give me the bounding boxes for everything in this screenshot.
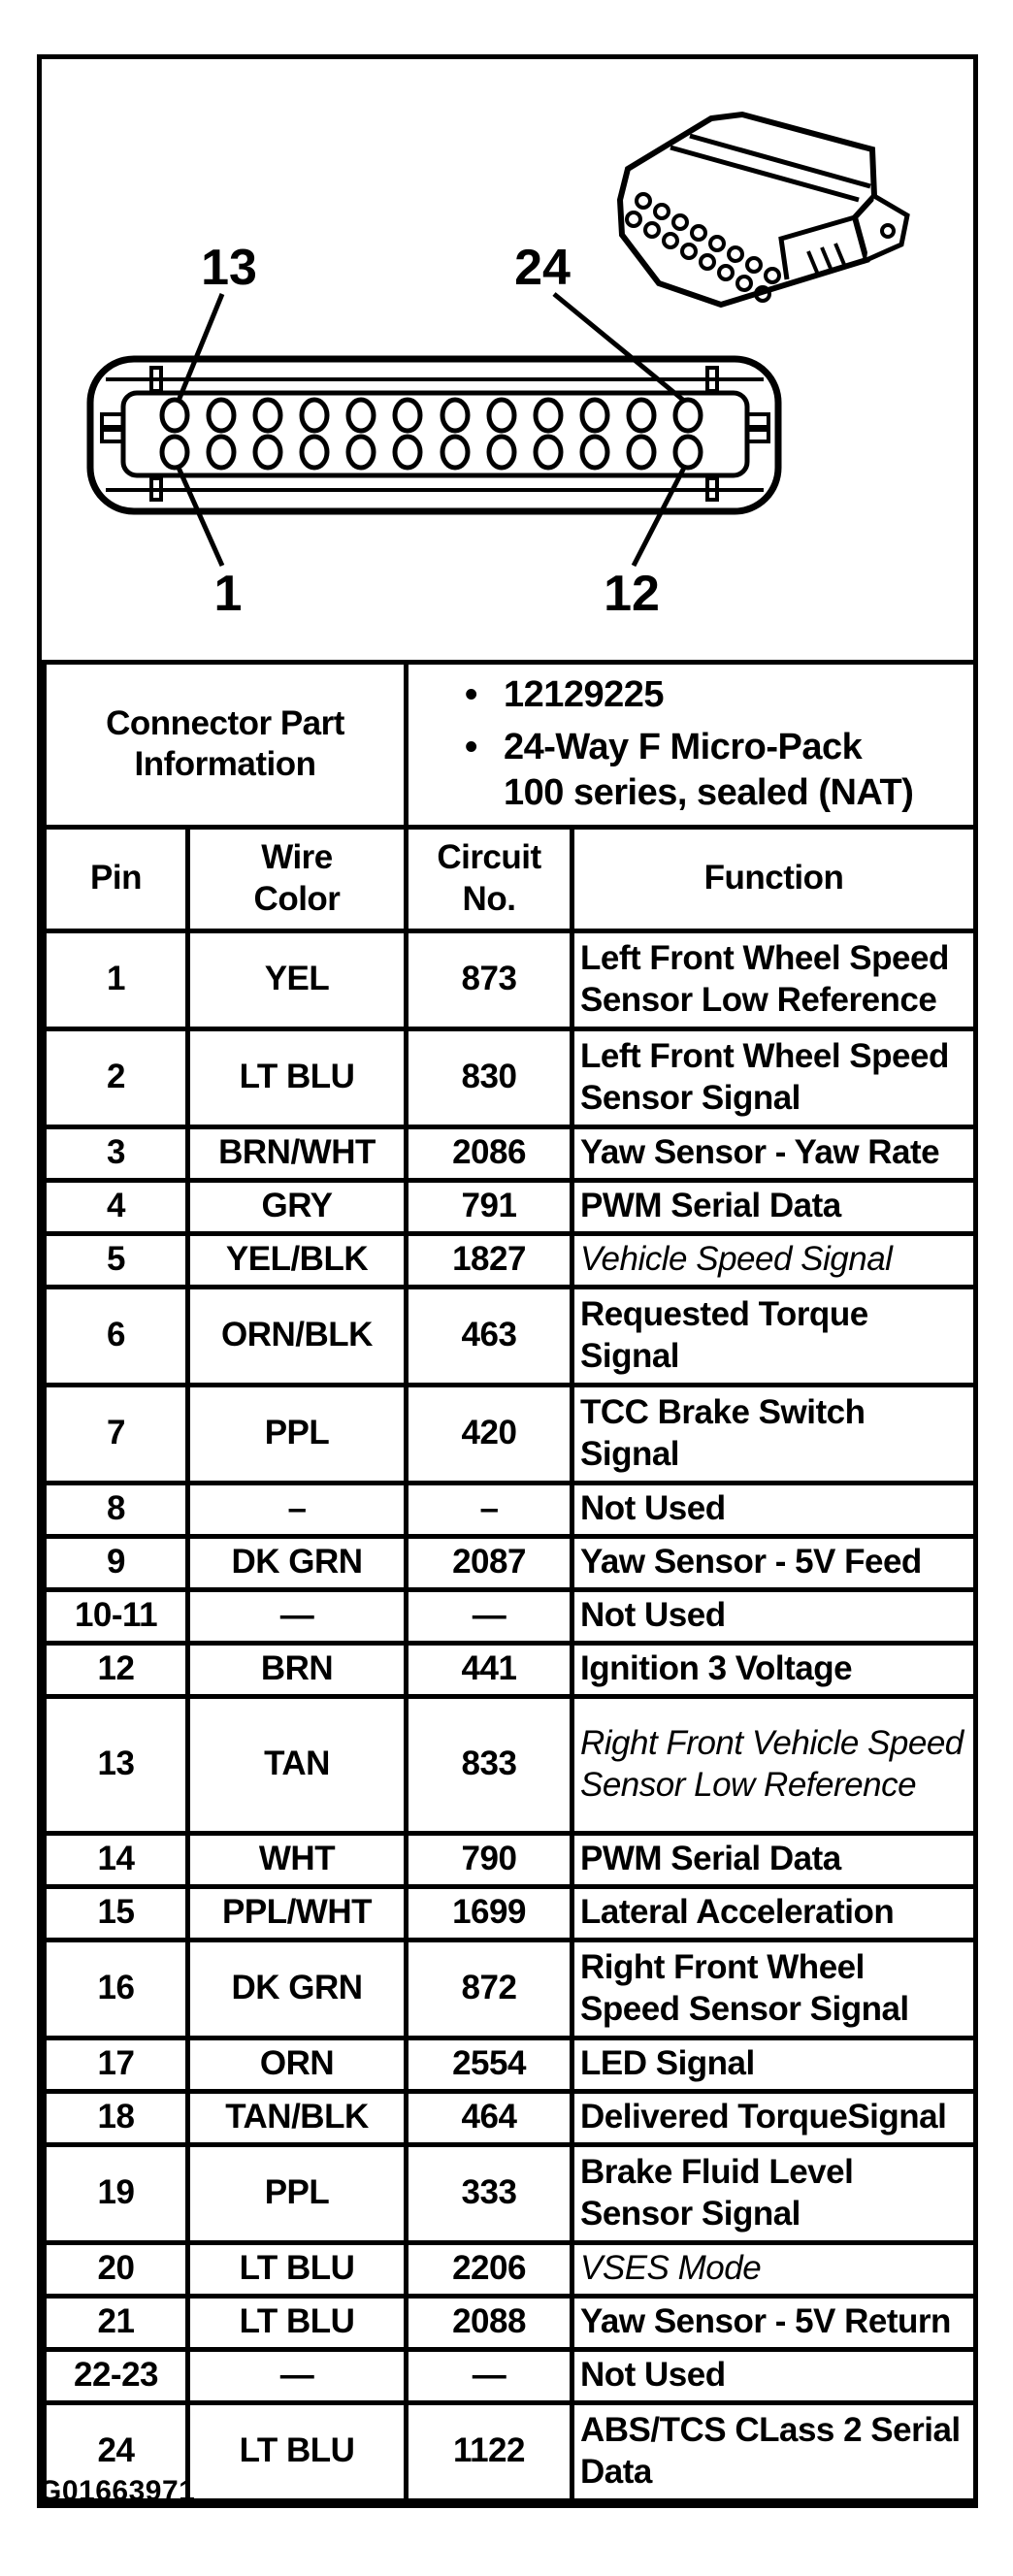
leader-line-pin13 bbox=[179, 294, 222, 401]
circuit-cell: 463 bbox=[407, 1287, 572, 1385]
table-row bbox=[45, 1536, 976, 1589]
circuit-cell: 872 bbox=[407, 1940, 572, 2038]
pin-cell: 7 bbox=[45, 1385, 188, 1483]
pin-hole bbox=[582, 400, 607, 431]
wire-color-cell: BRN bbox=[188, 1643, 407, 1696]
circuit-cell: 2088 bbox=[407, 2296, 572, 2349]
wire-color-cell: BRN/WHT bbox=[188, 1126, 407, 1180]
pin-hole bbox=[675, 400, 701, 431]
function-cell: Ignition 3 Voltage bbox=[572, 1643, 976, 1696]
connector-side-notches bbox=[102, 414, 768, 441]
pin-cell: 5 bbox=[45, 1233, 188, 1287]
bullet-icon: • bbox=[465, 726, 477, 767]
column-header-circuit-no bbox=[407, 827, 572, 930]
table-row bbox=[45, 2349, 976, 2402]
function-cell: ABS/TCS CLass 2 Serial Data bbox=[572, 2402, 976, 2500]
wire-color-cell: YEL bbox=[188, 930, 407, 1028]
function-cell: Yaw Sensor - 5V Feed bbox=[572, 1536, 976, 1589]
table-row bbox=[45, 1180, 976, 1233]
table-row bbox=[45, 1886, 976, 1940]
wire-color-cell: LT BLU bbox=[188, 2242, 407, 2296]
pin-label-1: 1 bbox=[213, 566, 243, 622]
pin-cell: 13 bbox=[45, 1696, 188, 1833]
wire-color-cell: — bbox=[188, 2349, 407, 2402]
table-row bbox=[45, 1696, 976, 1833]
function-cell: Left Front Wheel Speed Sensor Signal bbox=[572, 1028, 976, 1126]
pinout-table bbox=[42, 660, 978, 2503]
wire-color-cell: TAN/BLK bbox=[188, 2091, 407, 2144]
circuit-cell: 2086 bbox=[407, 1126, 572, 1180]
circuit-cell: 2087 bbox=[407, 1536, 572, 1589]
connector-diagram-svg bbox=[42, 59, 973, 660]
circuit-cell: 1827 bbox=[407, 1233, 572, 1287]
table-row bbox=[45, 1589, 976, 1643]
function-cell: Left Front Wheel Speed Sensor Low Reference bbox=[572, 930, 976, 1028]
pin-hole bbox=[302, 400, 327, 431]
function-cell: Not Used bbox=[572, 2349, 976, 2402]
leader-line-pin1 bbox=[179, 468, 222, 566]
pin-hole bbox=[162, 437, 187, 468]
pin-hole bbox=[255, 437, 280, 468]
column-header-wire-color bbox=[188, 827, 407, 930]
wire-color-cell: LT BLU bbox=[188, 1028, 407, 1126]
circuit-cell: 790 bbox=[407, 1833, 572, 1886]
circuit-cell: 2206 bbox=[407, 2242, 572, 2296]
connector-type-line1: 24-Way F Micro-Pack bbox=[504, 726, 863, 767]
table-row bbox=[45, 1483, 976, 1536]
part-info-bullet bbox=[465, 725, 967, 817]
header-wire: Wire bbox=[261, 837, 333, 876]
pin-cell: 3 bbox=[45, 1126, 188, 1180]
table-row bbox=[45, 1940, 976, 2038]
pin-hole bbox=[302, 437, 327, 468]
function-cell: Not Used bbox=[572, 1589, 976, 1643]
function-cell: Delivered TorqueSignal bbox=[572, 2091, 976, 2144]
header-no: No. bbox=[462, 879, 516, 918]
table-row bbox=[45, 2038, 976, 2091]
pin-label-12: 12 bbox=[604, 566, 660, 622]
function-cell: PWM Serial Data bbox=[572, 1833, 976, 1886]
pin-cell: 6 bbox=[45, 1287, 188, 1385]
part-info-bullet-list bbox=[414, 672, 967, 817]
function-cell: Right Front Wheel Speed Sensor Signal bbox=[572, 1940, 976, 2038]
header-color: Color bbox=[253, 879, 341, 918]
table-row bbox=[45, 1126, 976, 1180]
pin-hole bbox=[489, 437, 514, 468]
wire-color-cell: PPL/WHT bbox=[188, 1886, 407, 1940]
pin-leader-lines bbox=[179, 294, 684, 566]
table-row bbox=[45, 1833, 976, 1886]
part-info-row bbox=[45, 663, 976, 828]
pin-cell: 24 bbox=[45, 2402, 188, 2500]
table-row bbox=[45, 2091, 976, 2144]
part-number: 12129225 bbox=[504, 674, 665, 715]
function-cell: Yaw Sensor - Yaw Rate bbox=[572, 1126, 976, 1180]
circuit-cell: 1699 bbox=[407, 1886, 572, 1940]
table-row bbox=[45, 1233, 976, 1287]
table-row bbox=[45, 2144, 976, 2242]
wire-color-cell: WHT bbox=[188, 1833, 407, 1886]
wire-color-cell: DK GRN bbox=[188, 1940, 407, 2038]
wire-color-cell: LT BLU bbox=[188, 2296, 407, 2349]
circuit-cell: – bbox=[407, 1483, 572, 1536]
part-info-bullet bbox=[465, 672, 967, 719]
wire-color-cell: YEL/BLK bbox=[188, 1233, 407, 1287]
wire-color-cell: ORN bbox=[188, 2038, 407, 2091]
circuit-cell: — bbox=[407, 1589, 572, 1643]
circuit-cell: 441 bbox=[407, 1643, 572, 1696]
pin-cell: 19 bbox=[45, 2144, 188, 2242]
pin-hole bbox=[348, 400, 374, 431]
pin-hole bbox=[442, 400, 468, 431]
pin-holes-bottom-row bbox=[162, 437, 701, 468]
pin-label-24: 24 bbox=[514, 240, 571, 296]
pin-cell: 16 bbox=[45, 1940, 188, 2038]
table-row bbox=[45, 1643, 976, 1696]
circuit-cell: 830 bbox=[407, 1028, 572, 1126]
circuit-cell: 833 bbox=[407, 1696, 572, 1833]
table-row bbox=[45, 1028, 976, 1126]
pin-cell: 14 bbox=[45, 1833, 188, 1886]
pin-holes-top-row bbox=[162, 400, 701, 431]
circuit-cell: 2554 bbox=[407, 2038, 572, 2091]
wire-color-cell: GRY bbox=[188, 1180, 407, 1233]
pin-cell: 9 bbox=[45, 1536, 188, 1589]
wire-color-cell: ORN/BLK bbox=[188, 1287, 407, 1385]
table-row bbox=[45, 1385, 976, 1483]
pin-cell: 2 bbox=[45, 1028, 188, 1126]
pin-hole bbox=[489, 400, 514, 431]
function-cell: Requested Torque Signal bbox=[572, 1287, 976, 1385]
pin-hole bbox=[442, 437, 468, 468]
graphic-id-label: G01663971 bbox=[39, 2475, 196, 2507]
function-cell: Brake Fluid Level Sensor Signal bbox=[572, 2144, 976, 2242]
leader-line-pin24 bbox=[554, 294, 684, 401]
connector-diagram bbox=[42, 59, 973, 660]
column-header-function: Function bbox=[572, 827, 976, 930]
pin-cell: 1 bbox=[45, 930, 188, 1028]
pin-hole bbox=[209, 400, 234, 431]
circuit-cell: 1122 bbox=[407, 2402, 572, 2500]
table-row bbox=[45, 2296, 976, 2349]
function-cell: VSES Mode bbox=[572, 2242, 976, 2296]
circuit-cell: — bbox=[407, 2349, 572, 2402]
pin-cell: 22-23 bbox=[45, 2349, 188, 2402]
function-cell: PWM Serial Data bbox=[572, 1180, 976, 1233]
circuit-cell: 791 bbox=[407, 1180, 572, 1233]
leader-line-pin12 bbox=[634, 468, 684, 566]
pin-hole bbox=[629, 437, 654, 468]
bullet-icon: • bbox=[465, 674, 477, 715]
pin-cell: 8 bbox=[45, 1483, 188, 1536]
pin-hole bbox=[209, 437, 234, 468]
connector-type-line2: 100 series, sealed (NAT) bbox=[504, 772, 914, 813]
wire-color-cell: LT BLU bbox=[188, 2402, 407, 2500]
part-info-title: Connector Part Information bbox=[45, 663, 407, 828]
function-cell: TCC Brake Switch Signal bbox=[572, 1385, 976, 1483]
pin-cell: 20 bbox=[45, 2242, 188, 2296]
pin-hole bbox=[255, 400, 280, 431]
pin-cell: 12 bbox=[45, 1643, 188, 1696]
function-cell: Vehicle Speed Signal bbox=[572, 1233, 976, 1287]
wire-color-cell: — bbox=[188, 1589, 407, 1643]
pin-hole bbox=[395, 437, 420, 468]
pin-label-13: 13 bbox=[201, 240, 257, 296]
table-row bbox=[45, 2242, 976, 2296]
pin-cell: 15 bbox=[45, 1886, 188, 1940]
column-header-pin: Pin bbox=[45, 827, 188, 930]
function-cell: Right Front Vehicle Speed Sensor Low Reference bbox=[572, 1696, 976, 1833]
pin-hole bbox=[675, 437, 701, 468]
pin-hole bbox=[348, 437, 374, 468]
pin-hole bbox=[536, 400, 561, 431]
pin-cell: 10-11 bbox=[45, 1589, 188, 1643]
table-row bbox=[45, 1287, 976, 1385]
connector-clip-tabs bbox=[151, 368, 717, 500]
circuit-cell: 873 bbox=[407, 930, 572, 1028]
function-cell: LED Signal bbox=[572, 2038, 976, 2091]
pin-cell: 18 bbox=[45, 2091, 188, 2144]
wire-color-cell: – bbox=[188, 1483, 407, 1536]
pin-hole bbox=[629, 400, 654, 431]
wire-color-cell: DK GRN bbox=[188, 1536, 407, 1589]
table-header-row bbox=[45, 827, 976, 930]
pin-hole bbox=[536, 437, 561, 468]
function-cell: Lateral Acceleration bbox=[572, 1886, 976, 1940]
connector-3d-latch-hole bbox=[882, 225, 894, 237]
wire-color-cell: TAN bbox=[188, 1696, 407, 1833]
header-circuit: Circuit bbox=[437, 837, 541, 876]
connector-figure bbox=[37, 54, 978, 2508]
function-cell: Not Used bbox=[572, 1483, 976, 1536]
pin-hole bbox=[395, 400, 420, 431]
circuit-cell: 333 bbox=[407, 2144, 572, 2242]
circuit-cell: 464 bbox=[407, 2091, 572, 2144]
pin-cell: 17 bbox=[45, 2038, 188, 2091]
pin-hole bbox=[162, 400, 187, 431]
pin-hole bbox=[582, 437, 607, 468]
connector-3d-view bbox=[620, 114, 907, 305]
pin-cell: 21 bbox=[45, 2296, 188, 2349]
table-row bbox=[45, 930, 976, 1028]
pin-cell: 4 bbox=[45, 1180, 188, 1233]
part-info-details bbox=[407, 663, 976, 828]
circuit-cell: 420 bbox=[407, 1385, 572, 1483]
function-cell: Yaw Sensor - 5V Return bbox=[572, 2296, 976, 2349]
wire-color-cell: PPL bbox=[188, 2144, 407, 2242]
wire-color-cell: PPL bbox=[188, 1385, 407, 1483]
